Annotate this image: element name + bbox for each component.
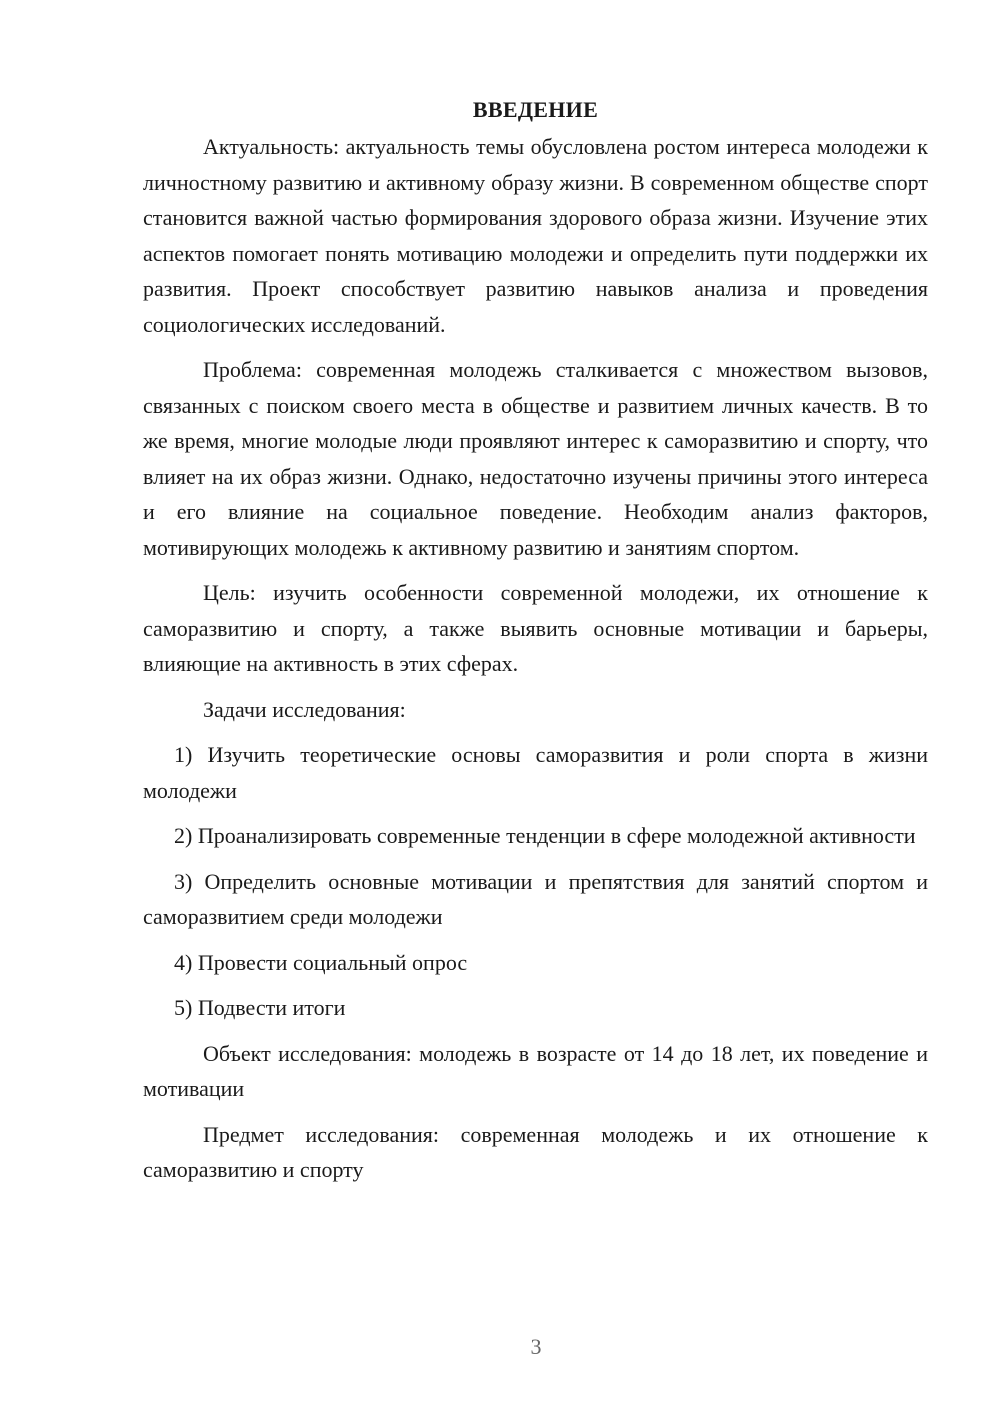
tasks-heading: Задачи исследования: xyxy=(203,696,406,722)
document-page xyxy=(143,92,928,1188)
task-item-1: 1) Изучить теоретические основы саморазвития и роли спорта в жизни молодежи xyxy=(143,742,928,803)
section-title: ВВЕДЕНИЕ xyxy=(472,97,599,122)
task-item-2: 2) Проанализировать современные тенденции в сфере молодежной активности xyxy=(174,823,916,848)
paragraph-goal: Цель: изучить особенности современной молодежи, их отношение к саморазвитию и спорту, а также выявить основные мотивации и барьеры, влияющие на активность в этих сферах. xyxy=(143,580,928,676)
task-item-4: 4) Провести социальный опрос xyxy=(174,949,468,975)
page-number: 3 xyxy=(530,1334,542,1359)
task-item-3: 3) Определить основные мотивации и препятствия для занятий спортом и саморазвитием среди молодежи xyxy=(143,868,928,929)
task-item-5: 5) Подвести итоги xyxy=(174,995,346,1020)
paragraph-subject: Предмет исследования: современная молодежь и их отношение к саморазвитию и спорту xyxy=(143,1121,928,1182)
paragraph-object: Объект исследования: молодежь в возрасте от 14 до 18 лет, их поведение и мотивации xyxy=(143,1040,928,1101)
paragraph-relevance: Актуальность: актуальность темы обусловлена ростом интереса молодежи к личностному развитию и активному образу жизни. В современном обществе спорт становится важной частью формирования здорового образа жизни. Изучение этих аспектов помогает понять мотивацию молодежи и определить пути поддержки их развития. Проект способствует развитию навыков анализа и проведения социологических исследований. xyxy=(143,134,928,337)
paragraph-problem: Проблема: современная молодежь сталкивается с множеством вызовов, связанных с поиском своего места в обществе и развитием личных качеств. В то же время, многие молодые люди проявляют интерес к саморазвитию и спорту, что влияет на их образ жизни. Однако, недостаточно изучены причины этого интереса и его влияние на социальное поведение. Необходим анализ факторов, мотивирующих молодежь к активному развитию и занятиям спортом. xyxy=(143,357,928,560)
